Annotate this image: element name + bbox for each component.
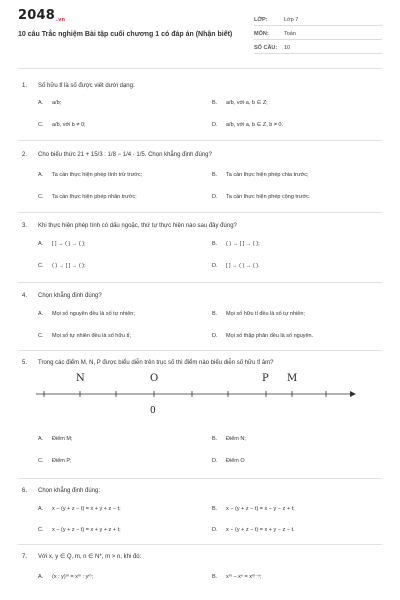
question-text: Chọn khẳng định đúng: bbox=[38, 488, 101, 494]
question-number: 7. bbox=[22, 554, 28, 560]
option-d[interactable] bbox=[212, 333, 313, 343]
option-d[interactable] bbox=[212, 458, 245, 468]
divider bbox=[18, 140, 382, 141]
document-header bbox=[0, 0, 400, 64]
option-letter: A. bbox=[38, 574, 44, 580]
option-letter: C. bbox=[38, 458, 44, 464]
question-text: Số hữu tỉ là số được viết dưới dạng: bbox=[38, 83, 135, 89]
option-text: x − (y + z − t) = x − y − z + t; bbox=[226, 506, 295, 512]
option-b[interactable] bbox=[212, 100, 268, 110]
question-text: Khi thực hiện phép tính có dấu ngoặc, thứ tự thực hiện nào sau đây đúng? bbox=[38, 223, 237, 229]
divider bbox=[18, 478, 382, 479]
option-d[interactable] bbox=[212, 263, 260, 273]
divider bbox=[18, 350, 382, 351]
option-letter: C. bbox=[38, 333, 44, 339]
point-label-o: O bbox=[150, 373, 159, 384]
option-a[interactable] bbox=[38, 172, 142, 182]
option-text: xᵐ − xⁿ = xᵐ⁻ⁿ; bbox=[226, 574, 262, 580]
point-label-m: M bbox=[287, 373, 298, 384]
option-text: Mọi số tự nhiên đều là số hữu tỉ; bbox=[52, 333, 131, 339]
option-b[interactable] bbox=[212, 172, 309, 182]
option-a[interactable] bbox=[38, 241, 86, 251]
meta-value: 10 bbox=[284, 45, 291, 51]
option-d[interactable] bbox=[212, 194, 310, 204]
option-text: Điểm N; bbox=[226, 436, 246, 442]
question-number: 5. bbox=[22, 360, 28, 366]
option-text: Điểm O bbox=[226, 458, 245, 464]
option-letter: D. bbox=[212, 458, 218, 464]
meta-row-subject bbox=[254, 28, 382, 40]
question-text: Cho biểu thức 21 + 15/3 : 1/8 − 1/4 · 1/5. Chọn khẳng định đúng? bbox=[38, 152, 212, 158]
option-letter: C. bbox=[38, 194, 44, 200]
question-number: 4. bbox=[22, 293, 28, 299]
divider bbox=[18, 544, 382, 545]
number-line-figure bbox=[36, 370, 356, 425]
option-letter: D. bbox=[212, 122, 218, 128]
option-a[interactable] bbox=[38, 574, 93, 584]
question-number: 1. bbox=[22, 83, 28, 89]
option-d[interactable] bbox=[212, 527, 295, 537]
option-a[interactable] bbox=[38, 311, 135, 321]
option-text: (x : y)ᵐ = xᵐ : yᵐ; bbox=[52, 574, 94, 580]
document-title: 10 câu Trắc nghiệm Bài tập cuối chương 1 có đáp án (Nhận biết) bbox=[18, 31, 233, 38]
site-logo[interactable] bbox=[18, 8, 65, 23]
option-a[interactable] bbox=[38, 506, 121, 516]
number-line bbox=[36, 386, 356, 402]
option-letter: D. bbox=[212, 194, 218, 200]
option-letter: A. bbox=[38, 100, 44, 106]
option-text: a/b; bbox=[52, 100, 62, 106]
meta-label: SỐ CÂU: bbox=[254, 45, 278, 51]
option-letter: D. bbox=[212, 527, 218, 533]
logo-text: 2048 bbox=[18, 8, 55, 23]
option-c[interactable] bbox=[38, 122, 86, 132]
point-label-n: N bbox=[76, 373, 85, 384]
option-text: Mọi số nguyên đều là số tự nhiên; bbox=[52, 311, 135, 317]
option-letter: A. bbox=[38, 172, 44, 178]
option-c[interactable] bbox=[38, 527, 121, 537]
option-text: Mọi số thập phân đều là số nguyên. bbox=[226, 333, 314, 339]
meta-row-count bbox=[254, 42, 382, 54]
divider bbox=[18, 212, 382, 213]
axis-arrow bbox=[350, 391, 356, 397]
divider bbox=[18, 282, 382, 283]
option-c[interactable] bbox=[38, 263, 86, 273]
option-text: Ta cần thực hiện phép cộng trước. bbox=[226, 194, 311, 200]
option-c[interactable] bbox=[38, 458, 72, 468]
option-letter: B. bbox=[212, 311, 218, 317]
meta-label: LỚP: bbox=[254, 17, 268, 23]
option-text: [ ] → ( ) → { }; bbox=[52, 241, 86, 247]
option-letter: B. bbox=[212, 172, 218, 178]
point-label-p: P bbox=[262, 373, 269, 384]
question-text: Chọn khẳng định đúng? bbox=[38, 293, 102, 299]
option-text: a/b, với a, b ∈ Z, b ≠ 0. bbox=[226, 122, 283, 128]
option-text: Ta cần thực hiện phép tính trừ trước; bbox=[52, 172, 143, 178]
option-letter: D. bbox=[212, 263, 218, 269]
option-letter: B. bbox=[212, 100, 218, 106]
option-letter: C. bbox=[38, 263, 44, 269]
zero-label: 0 bbox=[150, 406, 156, 416]
option-text: Mọi số hữu tỉ đều là số tự nhiên; bbox=[226, 311, 305, 317]
option-text: a/b, với a, b ∈ Z; bbox=[226, 100, 268, 106]
question-number: 6. bbox=[22, 488, 28, 494]
option-c[interactable] bbox=[38, 194, 137, 204]
option-text: [ ] → ( ) → ( ). bbox=[226, 263, 260, 269]
option-text: Điểm P; bbox=[52, 458, 72, 464]
option-text: x − (y + z − t) = x + y + z + t; bbox=[52, 527, 121, 533]
option-text: ( ) → [ ] → ( ); bbox=[52, 263, 86, 269]
option-b[interactable] bbox=[212, 436, 246, 446]
option-text: x − (y + z − t) = x + y + z − t; bbox=[52, 506, 121, 512]
option-c[interactable] bbox=[38, 333, 131, 343]
option-a[interactable] bbox=[38, 100, 61, 110]
option-b[interactable] bbox=[212, 241, 260, 251]
question-text: Với x, y ∈ Q, m, n ∈ N*, m > n, khi đó: bbox=[38, 554, 142, 560]
option-letter: A. bbox=[38, 311, 44, 317]
option-text: ( ) → [ ] → { }; bbox=[226, 241, 260, 247]
option-letter: C. bbox=[38, 122, 44, 128]
option-text: x − (y + z − t) = x + y − z − t. bbox=[226, 527, 295, 533]
option-b[interactable] bbox=[212, 506, 295, 516]
question-number: 2. bbox=[22, 152, 28, 158]
meta-row-class bbox=[254, 14, 382, 26]
option-letter: A. bbox=[38, 436, 44, 442]
meta-label: MÔN: bbox=[254, 31, 269, 37]
option-letter: B. bbox=[212, 436, 218, 442]
meta-value: Toán bbox=[284, 31, 296, 37]
logo-suffix: .vn bbox=[55, 17, 66, 23]
option-text: Ta cần thực hiện phép chia trước; bbox=[226, 172, 309, 178]
option-letter: B. bbox=[212, 506, 218, 512]
divider bbox=[18, 68, 382, 69]
option-a[interactable] bbox=[38, 436, 72, 446]
option-letter: C. bbox=[38, 527, 44, 533]
option-letter: B. bbox=[212, 574, 218, 580]
option-letter: B. bbox=[212, 241, 218, 247]
option-letter: A. bbox=[38, 241, 44, 247]
option-text: a/b, với b ≠ 0; bbox=[52, 122, 86, 128]
option-text: Ta cần thực hiện phép nhân trước; bbox=[52, 194, 137, 200]
option-letter: D. bbox=[212, 333, 218, 339]
option-d[interactable] bbox=[212, 122, 283, 132]
question-text: Trong các điểm M, N, P được biểu diễn trên trục số thì điểm nào biểu diễn số hữu tỉ âm? bbox=[38, 360, 274, 366]
option-b[interactable] bbox=[212, 574, 262, 584]
meta-value: Lớp 7 bbox=[284, 17, 299, 23]
option-letter: A. bbox=[38, 506, 44, 512]
option-b[interactable] bbox=[212, 311, 305, 321]
question-number: 3. bbox=[22, 223, 28, 229]
option-text: Điểm M; bbox=[52, 436, 73, 442]
